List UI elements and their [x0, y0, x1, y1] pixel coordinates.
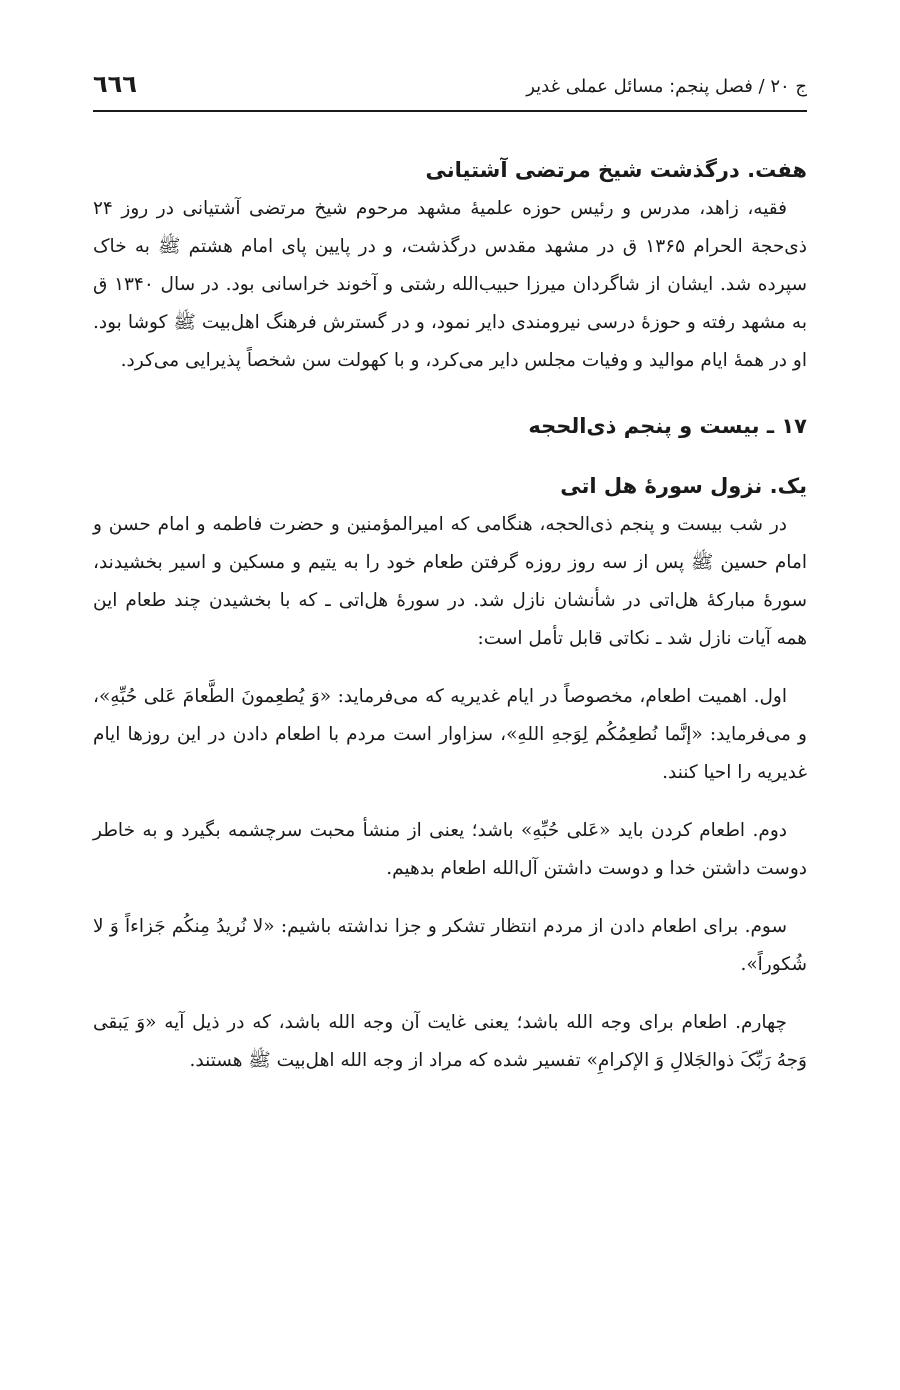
page [93, 70, 807, 1080]
paragraph-point-four: چهارم. اطعام برای وجه الله باشد؛ یعنی غایت آن وجه الله باشد، که در ذیل آیه «وَ یَبقی وَجهُ رَبِّکَ ذوالجَلالِ وَ الإکرامِ» تفسیر شده که مراد از وجه الله اهل‌بیت ﷺ هستند. [93, 1012, 807, 1071]
paragraph-point-three: سوم. برای اطعام دادن از مردم انتظار تشکر و جزا نداشته باشیم: «لا نُریدُ مِنکُم جَزاءاً وَ لا شُکوراً». [93, 916, 807, 975]
page-number: ٦٦٦ [93, 70, 137, 98]
section-heading-death-of-sheikh: هفت. درگذشت شیخ مرتضی آشتیانی [425, 158, 807, 182]
section-heading-hal-ata: یک. نزول سورهٔ هل اتی [560, 474, 807, 498]
paragraph-point-one: اول. اهمیت اطعام، مخصوصاً در ایام غدیریه که می‌فرماید: «وَ یُطعِمونَ الطَّعامَ عَلی حُبِّهِ»، و می‌فرماید: «إنَّما نُطعِمُکُم لِوَجهِ اللهِ»، سزاوار است مردم با اطعام دادن در این روزها ایام غدیریه را احیا کنند. [93, 686, 807, 783]
section-heading-25th-dhul-hijja: ۱۷ ـ بیست و پنجم ذی‌الحجه [528, 414, 807, 438]
header-title: ج ۲۰ / فصل پنجم: مسائل عملی غدیر [526, 76, 807, 97]
paragraph-point-two: دوم. اطعام کردن باید «عَلی حُبِّهِ» باشد؛ یعنی از منشأ محبت سرچشمه بگیرد و به خاطر دوست داشتن خدا و دوست داشتن آل‌الله اطعام بدهیم. [93, 820, 807, 879]
paragraph-hal-ata-intro: در شب بیست و پنجم ذی‌الحجه، هنگامی که امیرالمؤمنین و حضرت فاطمه و امام حسن و امام حسین ﷺ پس از سه روز روزه گرفتن طعام خود را به یتیم و مسکین و اسیر بخشیدند، سورهٔ مبارکهٔ هل‌اتی در شأنشان نازل شد. در سورهٔ هل‌اتی ـ که با بخشیدن چند طعام این همه آیات نازل شد ـ نکاتی قابل تأمل است: [93, 514, 807, 649]
paragraph-biography: فقیه، زاهد، مدرس و رئیس حوزه علمیهٔ مشهد مرحوم شیخ مرتضی آشتیانی در روز ۲۴ ذی‌حجة الحرام ۱۳۶۵ ق در مشهد مقدس درگذشت، و در پایین پای امام هشتم ﷺ به خاک سپرده شد. ایشان از شاگردان میرزا حبیب‌الله رشتی و آخوند خراسانی بود. در سال ۱۳۴۰ ق به مشهد رفته و حوزهٔ درسی نیرومندی دایر نمود، و در گسترش فرهنگ اهل‌بیت ﷺ کوشا بود. او در همهٔ ایام موالید و وفیات مجلس دایر می‌کرد، و با کهولت سن شخصاً پذیرایی می‌کرد. [93, 198, 807, 371]
running-header [93, 70, 807, 112]
